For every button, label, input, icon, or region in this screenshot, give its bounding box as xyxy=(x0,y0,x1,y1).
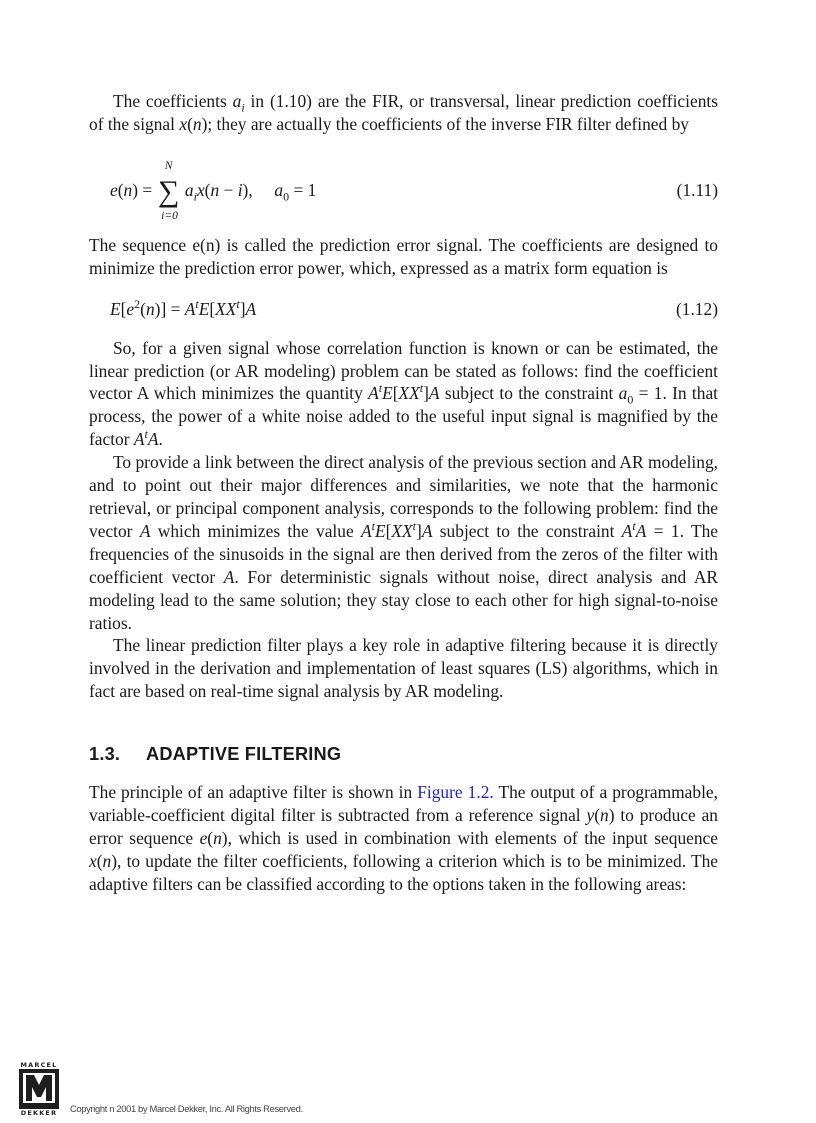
section-title: ADAPTIVE FILTERING xyxy=(146,744,342,765)
paragraph-adaptive-filter: The principle of an adaptive filter is shown in Figure 1.2. The output of a programmable, variable-coefficient digital filter is subtracted from a reference signal y(n) to produce an error sequence e(n), which is used in combination with elements of the input sequence x(n), to update the filter coefficients, following a criterion which is to be minimized. The adaptive filters can be classified according to the options taken in the following areas: xyxy=(89,782,718,894)
publisher-logo: MARCEL DEKKER xyxy=(16,1063,62,1117)
paragraph-least-squares: The linear prediction filter plays a key role in adaptive filtering because it is directly involved in the derivation and implementation of least squares (LS) algorithms, which in fact are based on real-time signal analysis by AR modeling. xyxy=(89,635,718,702)
section-heading xyxy=(89,744,718,765)
footer xyxy=(16,1063,316,1119)
page-content xyxy=(89,90,718,896)
equation-1-12: $E[e^2(n)] = A^tE[XX^t]A$ (1.12) xyxy=(110,296,718,319)
equation-1-11: e(n) = N ∑ i=0 $a_ix(n - i)$, $a_0 = 1$ (1.11) xyxy=(110,159,718,222)
paragraph-harmonic-retrieval: To provide a link between the direct analysis of the previous section and AR modeling, and to point out their major differences and similarities, we note that the harmonic retrieval, or principal component analysis, corresponds to the following problem: find the vector A which minimizes the value $A^tE[XX^t]A$ subject to the constraint $A^tA = 1$. The frequencies of the sinusoids in the signal are then derived from the zeros of the filter with coefficient vector A. For deterministic signals without noise, direct analysis and AR modeling lead to the same solution; they stay close to each other for high signal-to-noise ratios. xyxy=(89,452,718,633)
figure-1-2-link[interactable]: Figure 1.2. xyxy=(417,782,494,803)
paragraph-prediction-error: The sequence e(n) is called the prediction error signal. The coefficients are designed to minimize the prediction error power, which, expressed as a matrix form equation is xyxy=(89,234,718,278)
paragraph-linear-prediction: So, for a given signal whose correlation function is known or can be estimated, the linear prediction (or AR modeling) problem can be stated as follows: find the coefficient vector A which minimizes the quantity $A^tE[XX^t]A$ subject to the constraint $a_0 = 1$. In that process, the power of a white noise added to the useful input signal is magnified by the factor $A^tA$. xyxy=(89,337,719,450)
section-number: 1.3. xyxy=(89,744,121,765)
equation-number: (1.12) xyxy=(675,298,718,319)
paragraph-fir-coefficients: The coefficients $a_i$ in (1.10) are the FIR, or transversal, linear prediction coefficients of the signal x(n); they are actually the coefficients of the inverse FIR filter defined by xyxy=(89,91,718,134)
copyright-notice: Copyright n 2001 by Marcel Dekker, Inc. All Rights Reserved. xyxy=(70,1103,303,1114)
equation-number: (1.11) xyxy=(676,179,718,200)
